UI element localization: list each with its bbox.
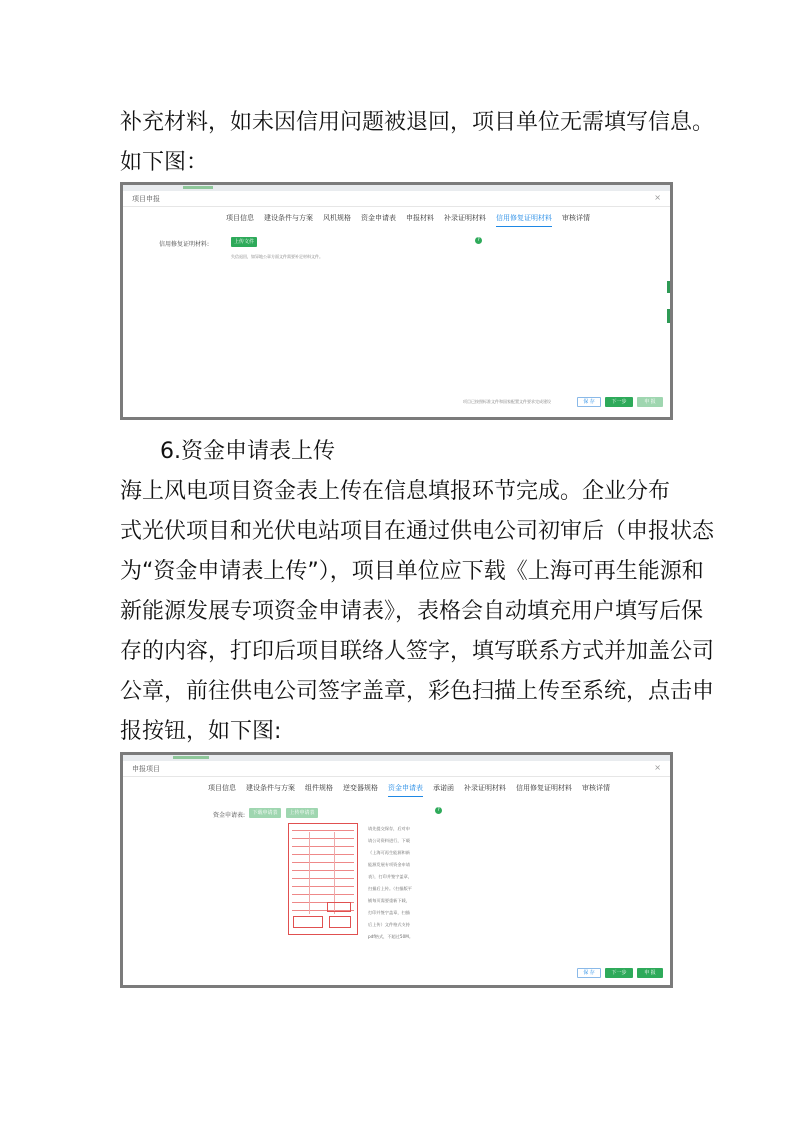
body-line: 新能源发展专项资金申请表》，表格会自动填充用户填写后保: [120, 599, 704, 624]
body-line: 存的内容，打印后项目联络人签字，填写联系方式并加盖公司: [120, 639, 715, 664]
tab-review[interactable]: 审核详情: [582, 784, 610, 792]
edge-marker: [667, 281, 670, 293]
dialog-title: 项目申报: [132, 195, 160, 203]
tab-bar: [208, 783, 610, 797]
paragraph-line-1: 补充材料，如未因信用问题被退回，项目单位无需填写信息。: [120, 110, 715, 135]
tab-materials[interactable]: 申报材料: [406, 214, 434, 222]
upload-button[interactable]: 上传申请表: [286, 808, 318, 818]
help-icon[interactable]: ?: [475, 237, 482, 244]
body-line: 式光伏项目和光伏电站项目在通过供电公司初审后（申报状态: [120, 519, 715, 544]
tab-credit-repair[interactable]: 信用修复证明材料: [516, 784, 572, 792]
upload-hint: 失信退回，如异地公章方面文件需要补足材料文件。: [231, 254, 323, 259]
screenshot-fund-form: [120, 752, 673, 988]
tab-credit-repair[interactable]: 信用修复证明材料: [496, 213, 552, 227]
tab-module[interactable]: 组件规格: [305, 784, 333, 792]
save-button[interactable]: 保 存: [577, 968, 601, 978]
submit-button[interactable]: 申 报: [637, 397, 663, 407]
upload-button[interactable]: 上传文件: [231, 237, 257, 247]
dialog-title: 申报项目: [132, 765, 160, 773]
download-button[interactable]: 下载申请表: [249, 808, 281, 818]
help-icon[interactable]: ?: [435, 807, 442, 814]
edge-marker: [667, 309, 670, 323]
dialog-header: [123, 761, 670, 777]
close-icon[interactable]: ×: [654, 763, 661, 772]
tab-construction[interactable]: 建设条件与方案: [264, 214, 313, 222]
credit-field-label: 信用修复证明材料:: [159, 241, 210, 248]
form-preview-image: [288, 823, 358, 935]
tab-commitment[interactable]: 承诺函: [433, 784, 454, 792]
body-line: 公章，前往供电公司签字盖章，彩色扫描上传至系统，点击申: [120, 679, 715, 704]
tab-project-info[interactable]: 项目信息: [208, 784, 236, 792]
body-line: 报按钮，如下图:: [120, 719, 282, 744]
footer-note: 项目已按照标准文件和国家配置文件要求完成建设: [463, 399, 551, 404]
tab-fund-form[interactable]: 资金申请表: [361, 214, 396, 222]
tab-turbine[interactable]: 风机规格: [323, 214, 351, 222]
tab-supplement[interactable]: 补录证明材料: [464, 784, 506, 792]
body-line: 为“资金申请表上传”），项目单位应下载《上海可再生能源和: [120, 559, 704, 584]
close-icon[interactable]: ×: [654, 193, 661, 202]
dialog-header: [123, 191, 670, 207]
screenshot-credit-repair: [120, 182, 673, 420]
section-heading: 6.资金申请表上传: [160, 439, 335, 464]
form-description: 请先提交保存，后对申请公司资料进行，下载《上海可再生能源和新能源发展专项资金申请表》，打印并签字盖章，扫描后上传。（扫描版平铺每页需要重新下载，打印并签字盖章，扫描后上传）文件格式支持pdf格式，不超过50M。: [368, 826, 414, 939]
tab-project-info[interactable]: 项目信息: [226, 214, 254, 222]
save-button[interactable]: 保 存: [577, 397, 601, 407]
tab-review[interactable]: 审核详情: [562, 214, 590, 222]
paragraph-line-2: 如下图：: [120, 150, 209, 175]
tab-fund-form[interactable]: 资金申请表: [388, 783, 423, 797]
tab-inverter[interactable]: 逆变器规格: [343, 784, 378, 792]
body-line: 海上风电项目资金表上传在信息填报环节完成。企业分布: [120, 479, 671, 504]
tab-bar: [226, 213, 590, 227]
fund-field-label: 资金申请表:: [213, 812, 246, 819]
tab-supplement[interactable]: 补录证明材料: [444, 214, 486, 222]
tab-construction[interactable]: 建设条件与方案: [246, 784, 295, 792]
next-button[interactable]: 下一步: [605, 397, 633, 407]
submit-button[interactable]: 申 报: [637, 968, 663, 978]
next-button[interactable]: 下一步: [605, 968, 633, 978]
